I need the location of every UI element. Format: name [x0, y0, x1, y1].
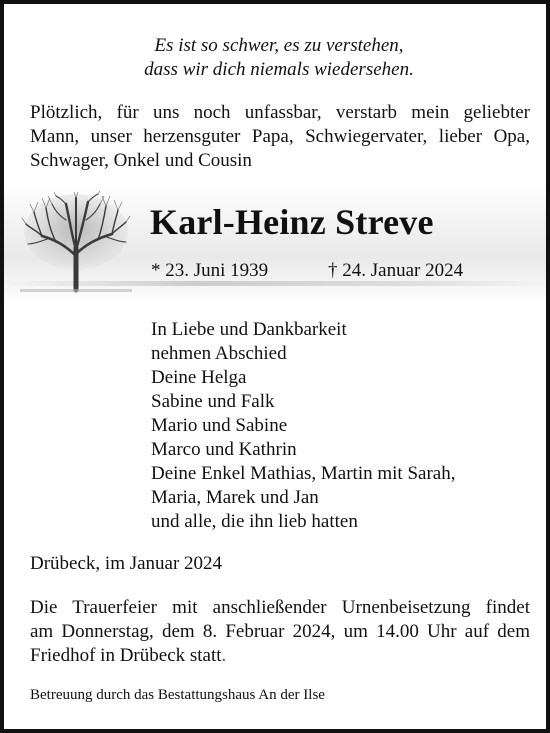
farewell-line-2: nehmen Abschied [151, 343, 287, 364]
mourner-4: Marco und Kathrin [151, 439, 297, 460]
place-and-date: Drübeck, im Januar 2024 [30, 553, 223, 574]
quote-line-1: Es ist so schwer, es zu verstehen, [154, 35, 404, 56]
service-line-3-text: Friedhof in Drübeck statt [30, 645, 222, 666]
service-line-3 [30, 644, 530, 668]
service-line-3-period: . [221, 645, 227, 666]
quote-line-2: dass wir dich niemals wiedersehen. [144, 59, 414, 80]
mourner-3: Mario und Sabine [151, 415, 288, 436]
mourner-2: Sabine und Falk [151, 391, 275, 412]
farewell-line-1: In Liebe und Dankbarkeit [151, 319, 347, 340]
mourner-5: Deine Enkel Mathias, Martin mit Sarah, [151, 463, 456, 484]
funeral-home-credit: Betreuung durch das Bestattungshaus An der Ilse [30, 687, 325, 703]
tree-icon [20, 190, 132, 298]
service-info [30, 596, 530, 668]
service-line-1: Die Trauerfeier mit anschließender Urnenbeisetzung findet [30, 597, 530, 618]
death-date: † 24. Januar 2024 [328, 260, 464, 281]
intro-line-1: Plötzlich, für uns noch unfassbar, verstarb mein geliebter [30, 102, 530, 123]
intro-line-3: Schwager, Onkel und Cousin [30, 150, 252, 171]
mourner-6: Maria, Marek und Jan [151, 487, 319, 508]
mourner-7: und alle, die ihn lieb hatten [151, 511, 358, 532]
intro-text [30, 101, 530, 173]
mourner-1: Deine Helga [151, 367, 247, 388]
intro-line-2: Mann, unser herzensguter Papa, Schwiegervater, lieber Opa, [30, 126, 530, 147]
deceased-name: Karl-Heinz Streve [150, 202, 434, 242]
birth-date: * 23. Juni 1939 [151, 260, 269, 281]
service-line-2: am Donnerstag, dem 8. Februar 2024, um 14.00 Uhr auf dem [30, 621, 530, 642]
